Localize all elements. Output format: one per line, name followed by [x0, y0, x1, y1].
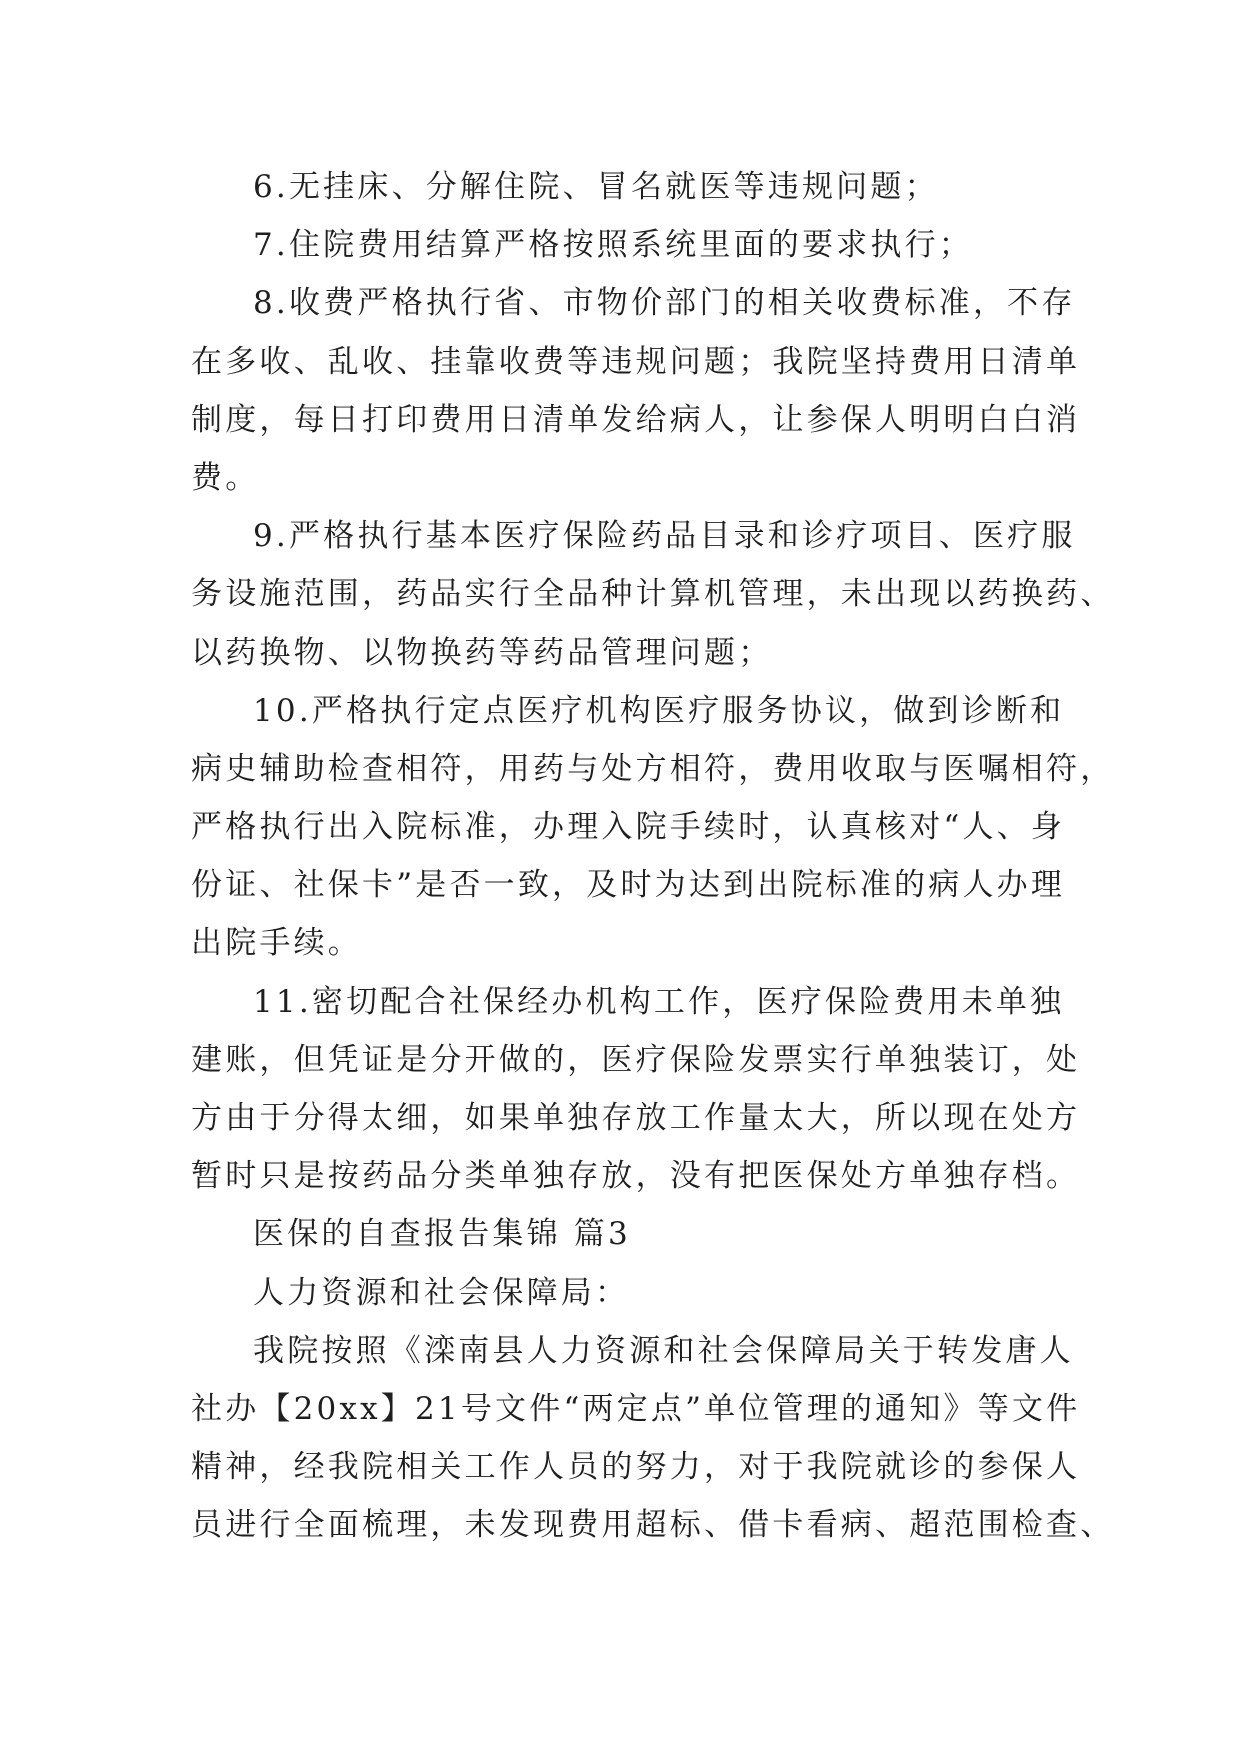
item-10-line: 10.严格执行定点医疗机构医疗服务协议，做到诊断和: [253, 692, 1065, 729]
item-8-line: 制度，每日打印费用日清单发给病人，让参保人明明白白消: [191, 401, 1081, 438]
section-heading: 医保的自查报告集锦 篇3: [253, 1216, 631, 1253]
item-10-line: 出院手续。: [191, 925, 362, 962]
item-8-line: 在多收、乱收、挂靠收费等违规问题；我院坚持费用日清单: [191, 343, 1081, 380]
item-8-line: 费。: [191, 459, 260, 496]
item-8-line: 8.收费严格执行省、市物价部门的相关收费标准，不存: [253, 285, 1076, 322]
item-11-line: 方由于分得太细，如果单独存放工作量太大，所以现在处方: [191, 1100, 1081, 1136]
letter-body-line: 精神，经我院相关工作人员的努力，对于我院就诊的参保人: [191, 1449, 1081, 1486]
item-10-line: 病史辅助检查相符，用药与处方相符，费用收取与医嘱相符，: [191, 750, 1115, 787]
document-body: [191, 158, 1115, 1555]
item-11-line: 暂时只是按药品分类单独存放，没有把医保处方单独存档。: [191, 1158, 1081, 1195]
letter-body-line: 我院按照《滦南县人力资源和社会保障局关于转发唐人: [253, 1332, 1074, 1369]
item-9-line: 务设施范围，药品实行全品种计算机管理，未出现以药换药、: [191, 576, 1115, 613]
item-11-line: 建账，但凭证是分开做的，医疗保险发票实行单独装订，处: [191, 1041, 1081, 1078]
item-7-line: 7.住院费用结算严格按照系统里面的要求执行；: [253, 227, 973, 264]
item-10-line: 严格执行出入院标准，办理入院手续时，认真核对“人、身: [191, 809, 1066, 846]
letter-salutation: 人力资源和社会保障局：: [253, 1274, 630, 1311]
item-10-line: 份证、社保卡”是否一致，及时为达到出院标准的病人办理: [191, 867, 1066, 904]
item-11-line: 11.密切配合社保经办机构工作，医疗保险费用未单独: [253, 983, 1065, 1020]
letter-body-line: 社办【20xx】21号文件“两定点”单位管理的通知》等文件: [191, 1390, 1081, 1427]
letter-body-line: 员进行全面梳理，未发现费用超标、借卡看病、超范围检查、: [191, 1507, 1115, 1544]
item-9-line: 9.严格执行基本医疗保险药品目录和诊疗项目、医疗服: [253, 518, 1076, 555]
item-6-line: 6.无挂床、分解住院、冒名就医等违规问题；: [253, 169, 939, 205]
item-9-line: 以药换物、以物换药等药品管理问题；: [191, 634, 773, 671]
